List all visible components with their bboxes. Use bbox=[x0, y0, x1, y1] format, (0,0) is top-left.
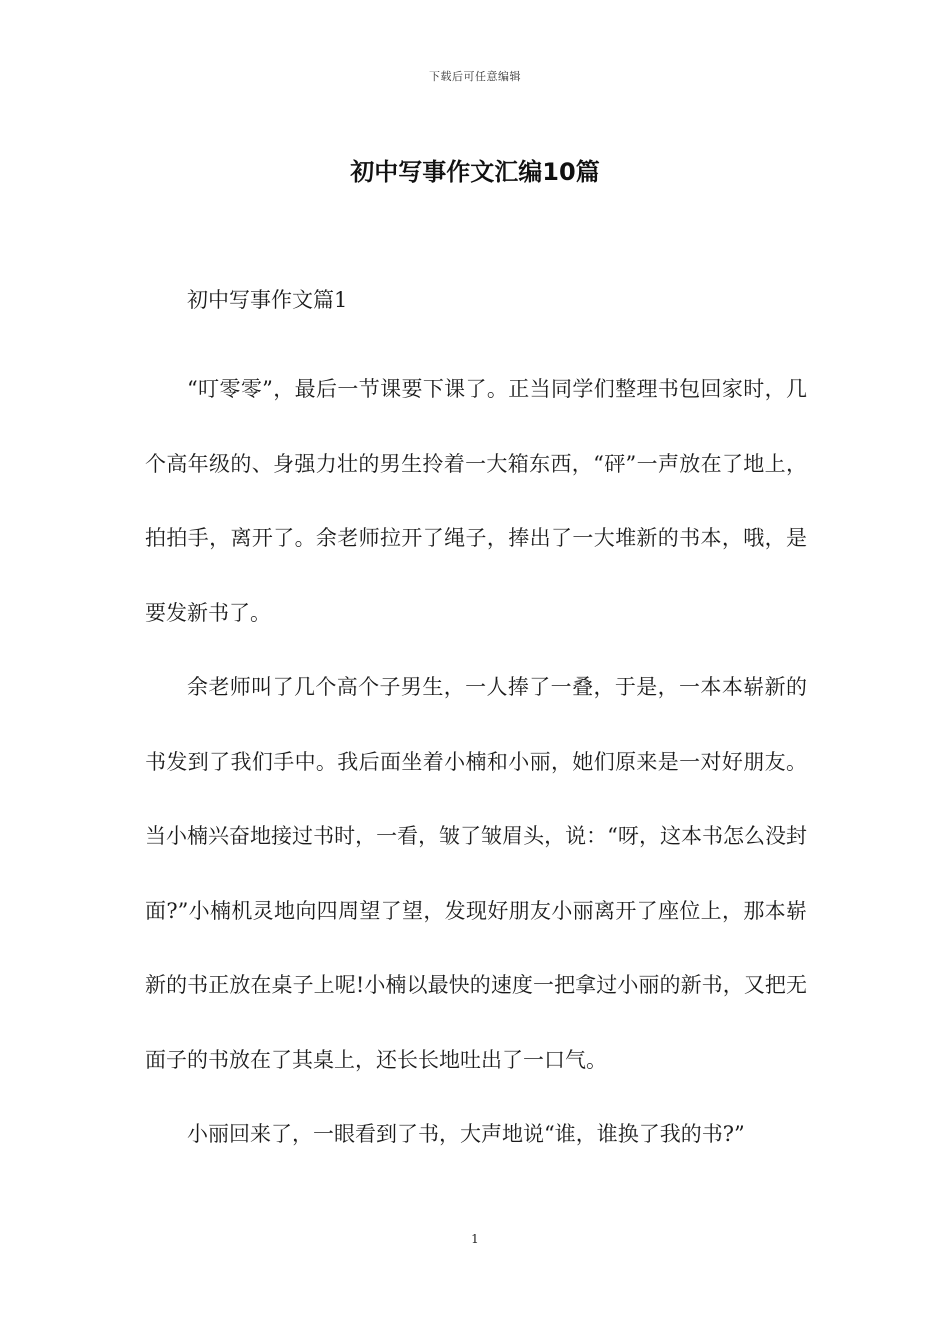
document-title: 初中写事作文汇编10篇 bbox=[350, 158, 600, 186]
document-body bbox=[145, 278, 807, 1172]
paragraph-3: 小丽回来了，一眼看到了书，大声地说“谁，谁换了我的书?” bbox=[187, 1122, 745, 1146]
page-number: 1 bbox=[471, 1232, 479, 1246]
paragraph-1: “叮零零”，最后一节课要下课了。正当同学们整理书包回家时，几个高年级的、身强力壮的男生拎着一大箱东西，“砰”一声放在了地上，拍拍手，离开了。余老师拉开了绳子，捧出了一大堆新的书本，哦，是要发新书了。 bbox=[145, 377, 807, 625]
paragraph-2: 余老师叫了几个高个子男生，一人捧了一叠，于是，一本本崭新的书发到了我们手中。我后面坐着小楠和小丽，她们原来是一对好朋友。当小楠兴奋地接过书时，一看，皱了皱眉头，说：“呀，这本书怎么没封面?”小楠机灵地向四周望了望，发现好朋友小丽离开了座位上，那本崭新的书正放在桌子上呢!小楠以最快的速度一把拿过小丽的新书，又把无面子的书放在了其桌上，还长长地吐出了一口气。 bbox=[145, 675, 807, 1072]
section-heading: 初中写事作文篇1 bbox=[187, 288, 348, 312]
header-note: 下载后可任意编辑 bbox=[429, 70, 521, 83]
